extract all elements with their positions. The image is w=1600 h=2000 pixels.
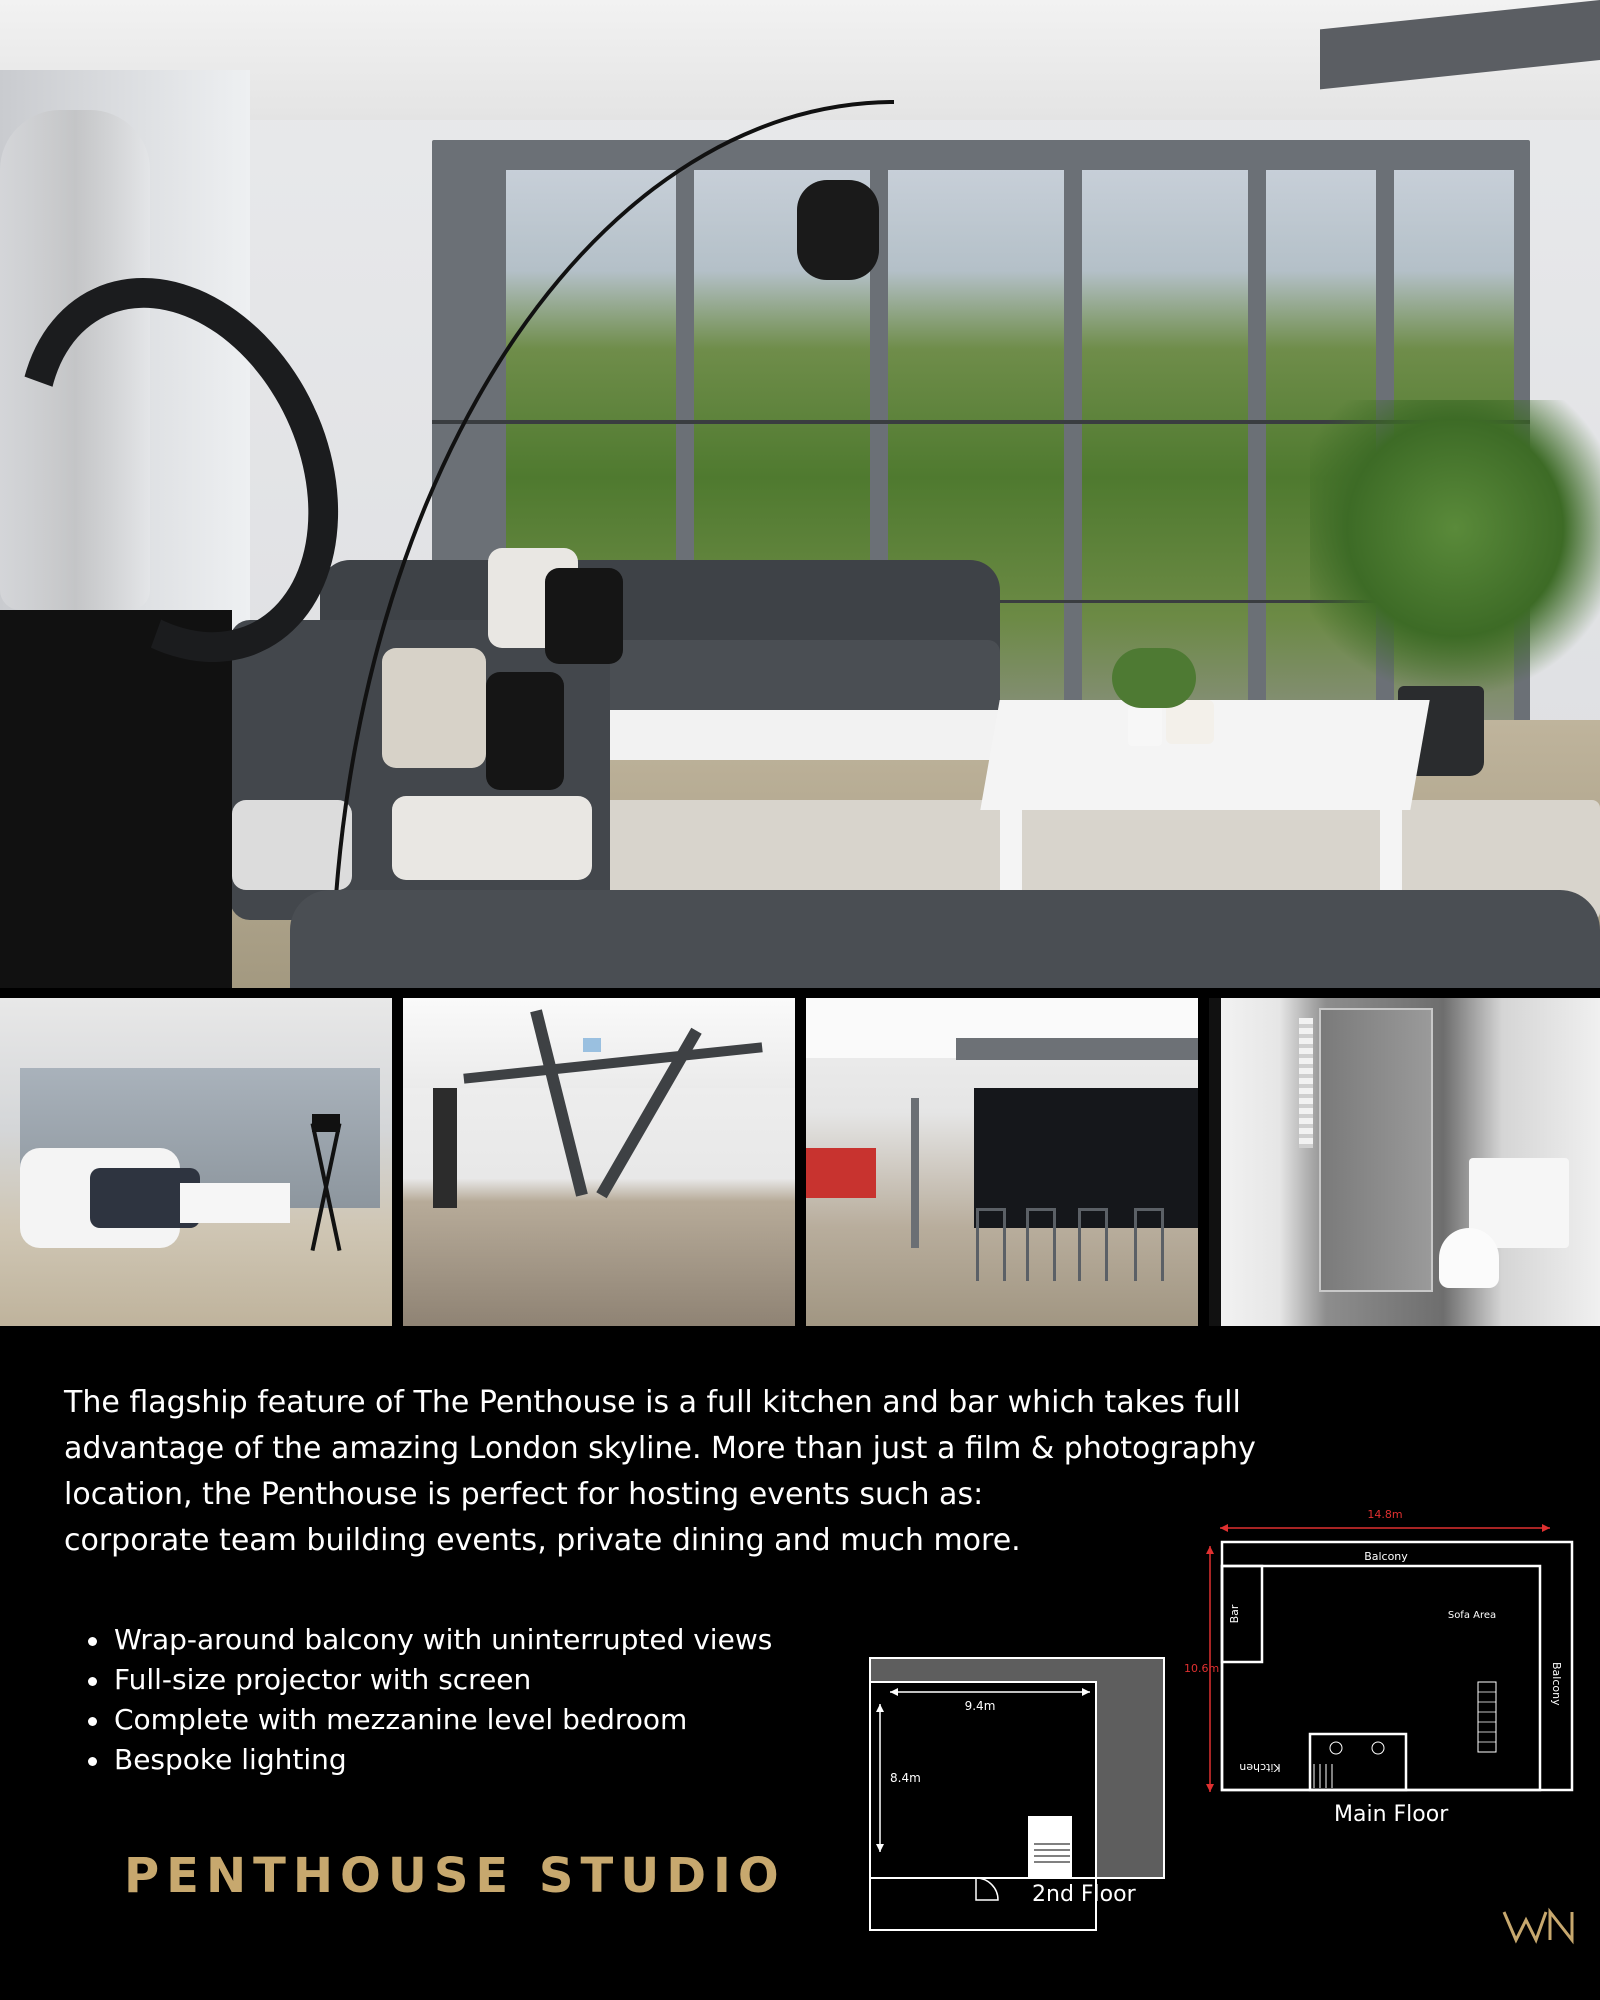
height-dimension: 8.4m [890, 1771, 921, 1785]
feature-list [84, 1620, 772, 1780]
intro-line: advantage of the amazing London skyline. More than just a film & photography [64, 1431, 1256, 1466]
second-floor-label: 2nd Floor [1032, 1882, 1136, 1907]
balcony-right-label: Balcony [1550, 1662, 1563, 1706]
outer-wall [1222, 1542, 1572, 1790]
width-dimension: 14.8m [1367, 1508, 1403, 1521]
door-frame [1209, 998, 1221, 1326]
bar-stool [1134, 1208, 1164, 1281]
kitchen-label: Kitchen [1239, 1761, 1281, 1774]
black-cabinet [0, 610, 232, 988]
hob-ring [1372, 1742, 1384, 1754]
kitchen-bar-photo [806, 998, 1198, 1326]
stair-steps [1478, 1692, 1496, 1742]
skylight [583, 1038, 601, 1052]
table-leg [1000, 800, 1022, 892]
feature-item: Full-size projector with screen [84, 1660, 772, 1700]
width-dimension: 9.4m [964, 1699, 996, 1713]
ceiling-beam [956, 1038, 1198, 1060]
wn-logo [1500, 1906, 1580, 1946]
glass-shower [1319, 1008, 1433, 1292]
hob-ring [1330, 1742, 1342, 1754]
red-kitchen-units [806, 1148, 876, 1198]
kitchen-island [1310, 1734, 1406, 1790]
balcony-top-label: Balcony [1364, 1550, 1408, 1563]
lamp-shade [797, 180, 879, 280]
bar-label: Bar [1228, 1604, 1241, 1624]
window-pane [1082, 170, 1248, 730]
main-floor-plan [1180, 1502, 1580, 1802]
stair-steps [1314, 1764, 1332, 1788]
candle [1128, 706, 1162, 746]
sofa-area-label: Sofa Area [1447, 1610, 1497, 1621]
bar-stool [1026, 1208, 1056, 1281]
photo-strip [0, 998, 1600, 1326]
feature-item: Complete with mezzanine level bedroom [84, 1700, 772, 1740]
lounge-with-tripod-photo [0, 998, 392, 1326]
towel-rail [1299, 1018, 1313, 1148]
mirror [433, 1088, 457, 1208]
bar-stool [976, 1208, 1006, 1281]
inner-wall [1222, 1566, 1540, 1790]
open-studio-space-photo [403, 998, 795, 1326]
brand-title: PENTHOUSE STUDIO [124, 1848, 786, 1904]
table-leg [1380, 800, 1402, 892]
intro-line: The flagship feature of The Penthouse is a full kitchen and bar which takes full [64, 1385, 1241, 1420]
cushion [232, 800, 352, 890]
bathroom-shower-photo [1209, 998, 1600, 1326]
spiral-stairs [1478, 1682, 1496, 1752]
sofa-front [290, 890, 1600, 988]
height-dimension: 10.6m [1184, 1662, 1220, 1675]
coffee-table [180, 1183, 290, 1223]
logo-w-mark [1504, 1912, 1546, 1940]
camera [312, 1114, 340, 1132]
small-plant [1112, 648, 1196, 708]
black-bar-wall [974, 1088, 1198, 1228]
potted-plant [1310, 400, 1600, 720]
feature-item: Wrap-around balcony with uninterrupted views [84, 1620, 772, 1660]
support-column [911, 1098, 919, 1248]
intro-line: location, the Penthouse is perfect for hosting events such as: [64, 1477, 984, 1512]
intro-line: corporate team building events, private dining and much more. [64, 1523, 1021, 1558]
toilet [1439, 1228, 1499, 1288]
stairwell [1028, 1816, 1072, 1878]
feature-item: Bespoke lighting [84, 1740, 772, 1780]
hero-living-room-photo [0, 0, 1600, 988]
main-floor-label: Main Floor [1334, 1802, 1449, 1827]
bar-stool [1078, 1208, 1108, 1281]
logo-n-mark [1550, 1912, 1572, 1940]
